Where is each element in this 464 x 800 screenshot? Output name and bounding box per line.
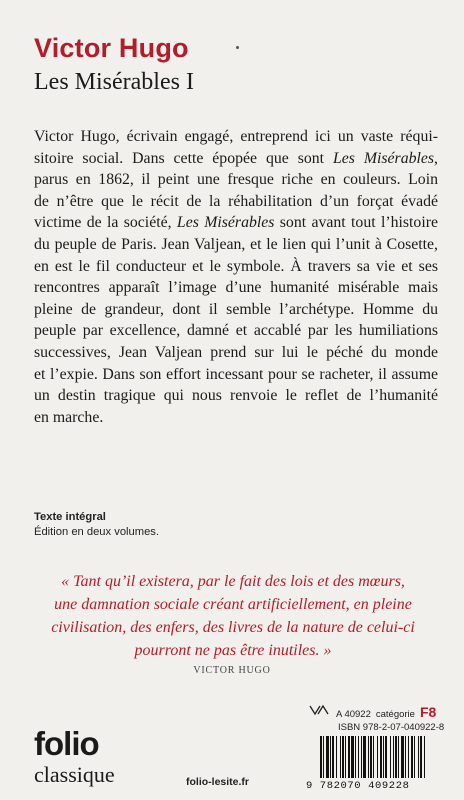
blurb-line: de n’être que le récit de la réhabilitation d’un forçat évadé bbox=[34, 192, 438, 210]
category-label: catégorie bbox=[375, 709, 415, 720]
blurb-line: rencontres apparaît l’image d’une humanité misérable mais bbox=[34, 279, 438, 297]
collection-logo-folio: folio bbox=[34, 725, 99, 762]
author-name: Victor Hugo bbox=[34, 33, 189, 63]
publisher-mark-icon bbox=[309, 704, 329, 716]
isbn-number: ISBN 978-2-07-040922-8 bbox=[338, 722, 445, 733]
blurb-line: un destin tragique qui nous renvoie le reflet de l’humanité bbox=[34, 387, 438, 405]
blurb-line: en est le fil conducteur et le symbole. À travers sa vie et ses bbox=[34, 257, 438, 275]
blurb-line: Victor Hugo, écrivain engagé, entreprend ici un vaste réqui- bbox=[34, 128, 438, 145]
epigraph-quote bbox=[24, 570, 442, 662]
edition-label: Texte intégral bbox=[34, 511, 106, 523]
quote-line: « Tant qu’il existera, par le fait des lois et des mœurs, bbox=[61, 573, 405, 590]
collection-logo-classique: classique bbox=[34, 762, 115, 787]
quote-attribution: VICTOR HUGO bbox=[193, 665, 271, 676]
catalog-meta bbox=[336, 704, 436, 720]
blurb-line: sitoire social. Dans cette épopée que sont Les Misérables, bbox=[34, 149, 438, 167]
edition-info bbox=[34, 510, 159, 540]
barcode-digits: 9 782070 409228 bbox=[306, 780, 410, 792]
blurb-line: parus en 1862, il peint une fresque riche en couleurs. Loin bbox=[34, 171, 438, 189]
blurb-line: et l’expie. Dans son effort incessant pour se racheter, il assume bbox=[34, 365, 438, 383]
blurb-line: du peuple de Paris. Jean Valjean, et le lien qui l’unit à Cosette, bbox=[34, 235, 438, 253]
category-value: F8 bbox=[419, 704, 437, 720]
catalog-reference: A 40922 bbox=[336, 709, 371, 720]
back-cover-blurb bbox=[34, 126, 438, 428]
blurb-line: en marche. bbox=[34, 408, 104, 426]
blurb-line: peuple par excellence, damné et accablé par les humiliations bbox=[34, 322, 438, 340]
publisher-website: folio-lesite.fr bbox=[186, 776, 250, 788]
quote-line: une damnation sociale créant artificiellement, en pleine bbox=[54, 596, 412, 613]
blurb-line: victime de la société, Les Misérables sont avant tout l’histoire bbox=[34, 214, 438, 232]
book-title: Les Misérables I bbox=[34, 69, 194, 95]
quote-line: civilisation, des enfers, des livres de la nature de celui-ci bbox=[51, 619, 415, 636]
edition-note: Édition en deux volumes. bbox=[34, 526, 160, 538]
blurb-line: pleine de grandeur, dont il semble l’archétype. Homme du bbox=[34, 300, 438, 318]
blurb-line: successives, Jean Valjean prend sur lui le péché du monde bbox=[34, 343, 438, 361]
quote-line: pourront ne pas être inutiles. » bbox=[134, 642, 332, 659]
barcode-icon bbox=[320, 736, 452, 780]
print-speck bbox=[236, 46, 239, 49]
